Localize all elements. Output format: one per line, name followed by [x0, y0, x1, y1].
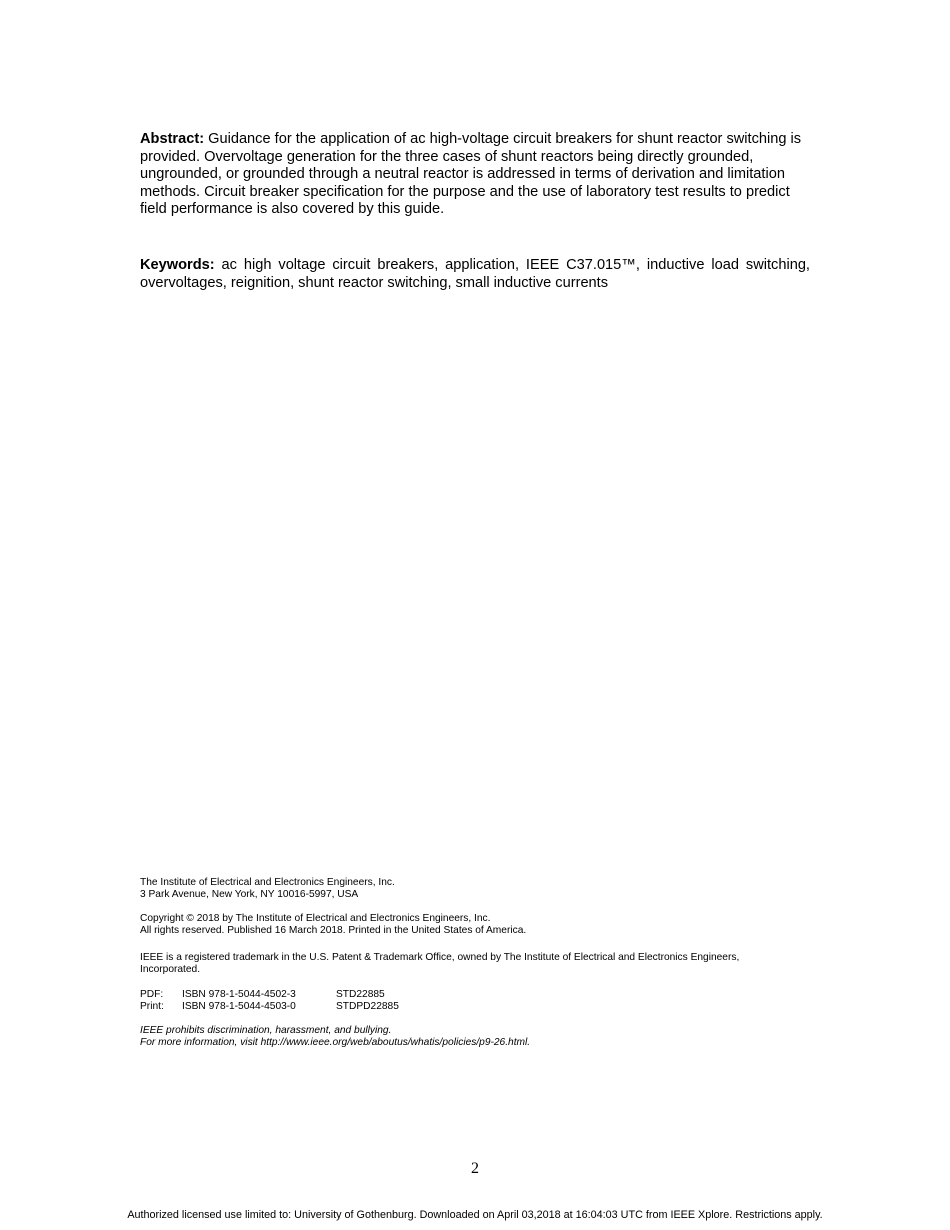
- page-number: 2: [471, 1160, 479, 1177]
- keywords: [140, 257, 810, 292]
- isbn-table: [140, 989, 810, 1013]
- copyright-line-1: Copyright © 2018 by The Institute of Electrical and Electronics Engineers, Inc.: [140, 913, 491, 924]
- policy-notice: [140, 1025, 810, 1049]
- abstract-text: Guidance for the application of ac high-voltage circuit breakers for shunt reactor switching is provided. Overvoltage generation for the three cases of shunt reactors being directly grounded, ungrounded, or grounded through a neutral reactor is addressed in terms of derivation and limitation methods. Circuit breaker specification for the purpose and the use of laboratory test results to predict field performance is also covered by this guide.: [140, 131, 802, 218]
- policy-line-1: IEEE prohibits discrimination, harassment, and bullying.: [140, 1025, 392, 1036]
- copyright-notice: [140, 913, 810, 937]
- isbn-format: PDF:: [140, 989, 164, 1000]
- copyright-line-2: All rights reserved. Published 16 March 2018. Printed in the United States of America.: [140, 925, 527, 937]
- isbn-number: ISBN 978-1-5044-4503-0: [182, 1001, 296, 1013]
- publisher-street: 3 Park Avenue, New York, NY 10016-5997, USA: [140, 889, 359, 901]
- trademark-notice: IEEE is a registered trademark in the U.S. Patent & Trademark Office, owned by The Institute of Electrical and Electronics Engineers, Incorporated.: [140, 952, 740, 976]
- isbn-format: Print:: [140, 1001, 164, 1013]
- isbn-code: STD22885: [336, 989, 385, 1000]
- abstract: [140, 131, 810, 219]
- isbn-row-pdf: [140, 989, 810, 1001]
- abstract-label: Abstract:: [140, 131, 205, 147]
- policy-line-2: For more information, visit http://www.ieee.org/web/aboutus/whatis/policies/p9-26.html.: [140, 1037, 531, 1049]
- keywords-label: Keywords:: [140, 257, 215, 273]
- isbn-code: STDPD22885: [336, 1001, 399, 1013]
- isbn-number: ISBN 978-1-5044-4502-3: [182, 989, 296, 1000]
- isbn-row-print: [140, 1001, 810, 1013]
- publisher-name: The Institute of Electrical and Electronics Engineers, Inc.: [140, 877, 395, 888]
- publisher-address: [140, 877, 810, 901]
- keywords-text: ac high voltage circuit breakers, application, IEEE C37.015™, inductive load switching, overvoltages, reignition, shunt reactor switching, small inductive currents: [140, 257, 810, 291]
- authorization-footer: Authorized licensed use limited to: University of Gothenburg. Downloaded on April 03,2018 at 16:04:03 UTC from IEEE Xplore. Restrictions apply.: [127, 1209, 823, 1221]
